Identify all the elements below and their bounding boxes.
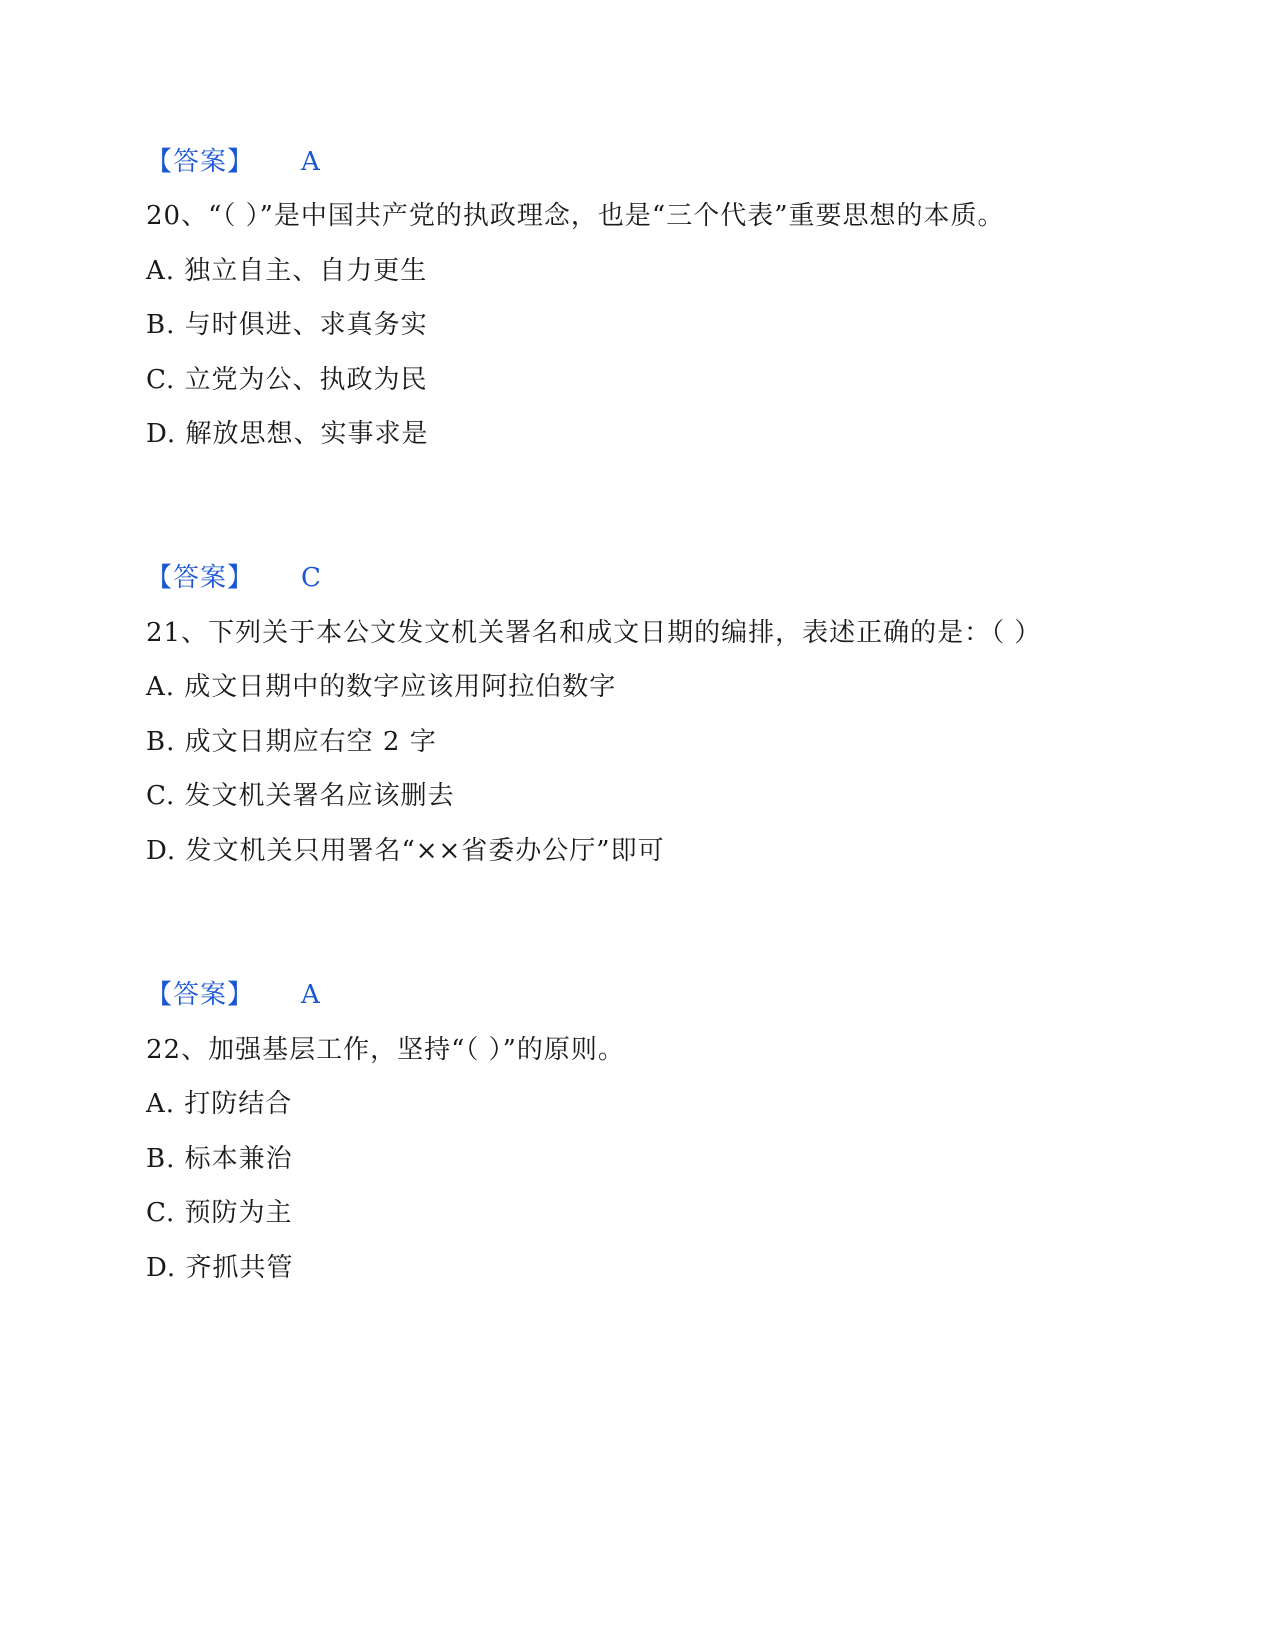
question-text: 22、加强基层工作，坚持“（ ）”的原则。 [146, 1035, 625, 1065]
option-b: B. 成文日期应右空 2 字 [146, 727, 437, 757]
answer-label: 【答案】 [146, 563, 255, 593]
option-c: C. 发文机关署名应该删去 [146, 781, 455, 811]
question-text: 20、“（ ）”是中国共产党的执政理念，也是“三个代表”重要思想的本质。 [146, 201, 1005, 231]
option-c: C. 立党为公、执政为民 [146, 365, 428, 395]
option-c: C. 预防为主 [146, 1198, 293, 1228]
answer-value: C [301, 563, 322, 593]
option-a: A. 打防结合 [146, 1089, 293, 1119]
option-d: D. 齐抓共管 [146, 1253, 294, 1283]
option-d: D. 发文机关只用署名“××省委办公厅”即可 [146, 836, 665, 866]
answer-label: 【答案】 [146, 147, 255, 177]
option-a: A. 独立自主、自力更生 [146, 256, 428, 286]
answer-line [146, 146, 321, 178]
option-d: D. 解放思想、实事求是 [146, 419, 429, 449]
option-b: B. 标本兼治 [146, 1144, 293, 1174]
option-a: A. 成文日期中的数字应该用阿拉伯数字 [146, 672, 617, 702]
answer-line [146, 979, 321, 1011]
answer-value: A [301, 980, 321, 1010]
answer-value: A [301, 147, 321, 177]
answer-line [146, 562, 322, 594]
option-b: B. 与时俱进、求真务实 [146, 310, 428, 340]
answer-label: 【答案】 [146, 980, 255, 1010]
question-text: 21、下列关于本公文发文机关署名和成文日期的编排，表述正确的是：（ ） [146, 618, 1042, 648]
